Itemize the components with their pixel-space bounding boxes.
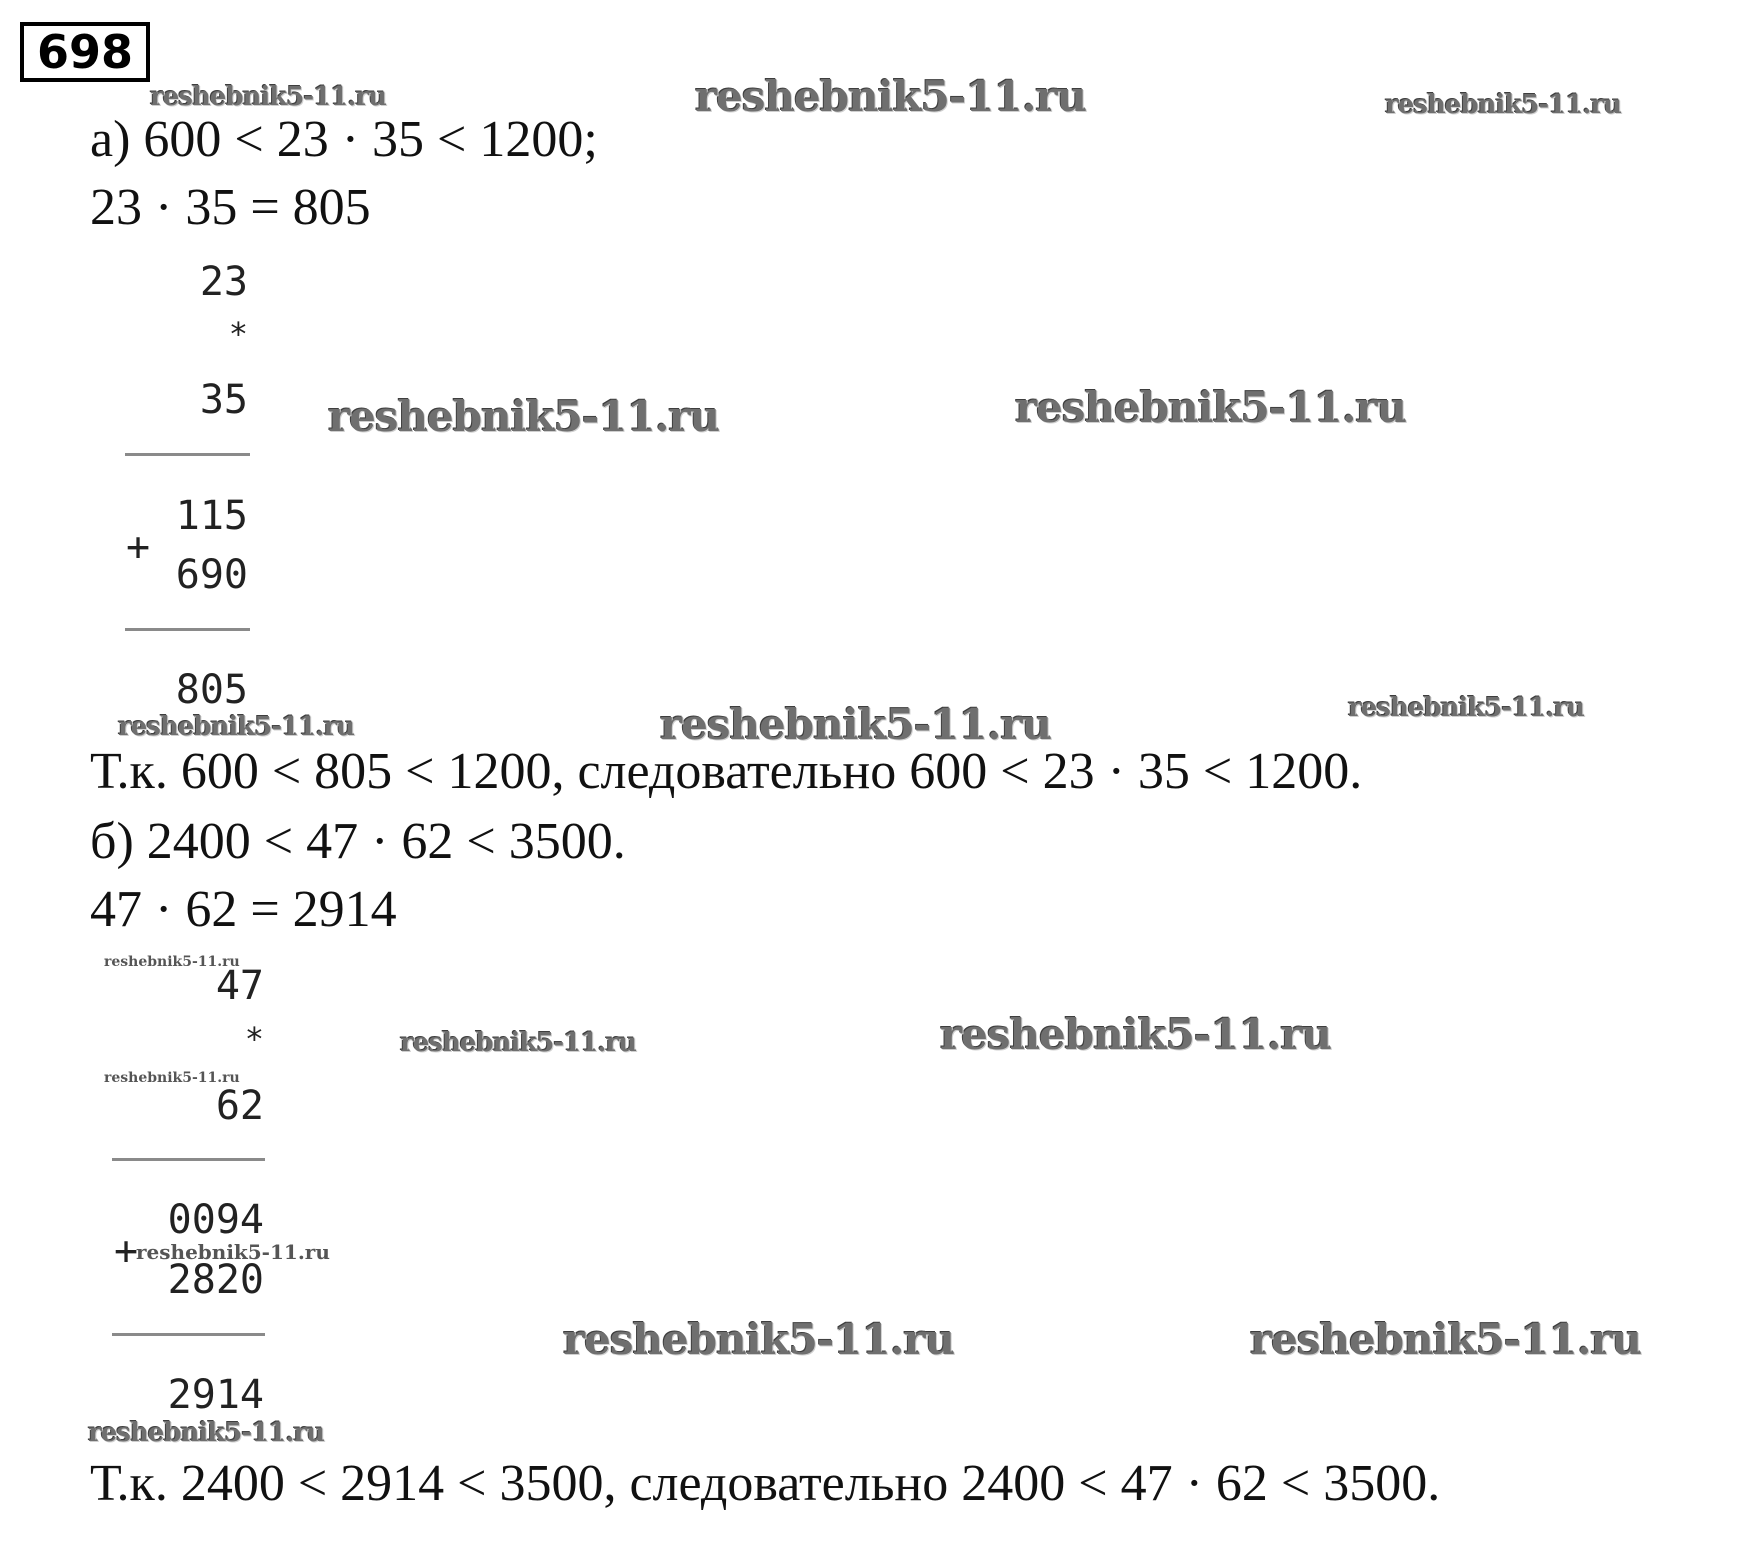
part-a-multiplicand: 23 bbox=[199, 259, 248, 305]
part-a-multiplier: 35 bbox=[199, 377, 248, 423]
part-b-rule-1 bbox=[112, 1158, 265, 1161]
watermark: reshebnik5-11.ru bbox=[104, 1070, 240, 1086]
part-a-rule-2 bbox=[125, 628, 250, 631]
part-a-product: 23 · 35 = 805 bbox=[90, 179, 371, 236]
watermark: reshebnik5-11.ru bbox=[328, 392, 720, 441]
part-b-operator: * bbox=[244, 1020, 264, 1058]
watermark: reshebnik5-11.ru bbox=[563, 1315, 955, 1364]
problem-number: 698 bbox=[20, 22, 150, 82]
watermark: reshebnik5-11.ru bbox=[1385, 90, 1622, 120]
watermark: reshebnik5-11.ru bbox=[695, 72, 1087, 121]
part-a-statement: а) 600 < 23 · 35 < 1200; bbox=[90, 111, 598, 168]
part-b-partial-2: 2820 bbox=[167, 1257, 264, 1303]
watermark: reshebnik5-11.ru bbox=[118, 712, 355, 742]
part-a-rule-1 bbox=[125, 453, 250, 456]
part-b-multiplicand: 47 bbox=[215, 963, 264, 1009]
watermark: reshebnik5-11.ru bbox=[1348, 693, 1585, 723]
watermark: reshebnik5-11.ru bbox=[150, 82, 387, 112]
part-a-partial-2: 690 bbox=[175, 552, 248, 598]
part-b-product: 47 · 62 = 2914 bbox=[90, 881, 397, 938]
watermark: reshebnik5-11.ru bbox=[940, 1010, 1332, 1059]
watermark: reshebnik5-11.ru bbox=[136, 1240, 330, 1264]
part-a-partial-1: 115 bbox=[175, 493, 248, 539]
watermark: reshebnik5-11.ru bbox=[1250, 1315, 1642, 1364]
part-b-statement: б) 2400 < 47 · 62 < 3500. bbox=[90, 813, 626, 870]
part-a-conclusion: Т.к. 600 < 805 < 1200, следовательно 600 < 23 · 35 < 1200. bbox=[90, 743, 1363, 800]
part-b-result: 2914 bbox=[167, 1372, 264, 1418]
watermark: reshebnik5-11.ru bbox=[400, 1028, 637, 1058]
part-a-operator: * bbox=[228, 315, 248, 353]
part-a-plus: + bbox=[126, 524, 151, 570]
part-b-conclusion: Т.к. 2400 < 2914 < 3500, следовательно 2400 < 47 · 62 < 3500. bbox=[90, 1455, 1441, 1512]
part-b-multiplier: 62 bbox=[215, 1083, 264, 1129]
watermark: reshebnik5-11.ru bbox=[104, 954, 240, 970]
watermark: reshebnik5-11.ru bbox=[88, 1418, 325, 1448]
watermark: reshebnik5-11.ru bbox=[1015, 383, 1407, 432]
part-b-plus: + bbox=[114, 1228, 139, 1274]
part-a-result: 805 bbox=[175, 667, 248, 713]
watermark: reshebnik5-11.ru bbox=[660, 700, 1052, 749]
part-b-rule-2 bbox=[112, 1333, 265, 1336]
part-b-partial-1: 0094 bbox=[167, 1197, 264, 1243]
